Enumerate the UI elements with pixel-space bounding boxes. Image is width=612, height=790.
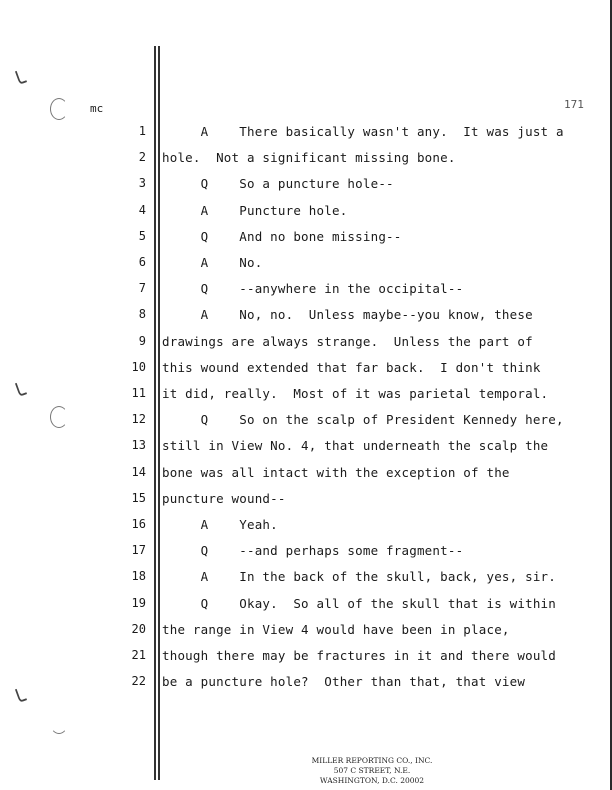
line-number: 5 xyxy=(138,229,146,243)
line-number: 4 xyxy=(138,203,146,217)
transcript-line: hole. Not a significant missing bone. xyxy=(162,150,456,165)
reporter-initials: mc xyxy=(90,102,104,115)
footer-company: MILLER REPORTING CO., INC. xyxy=(311,756,433,765)
transcript-line: it did, really. Most of it was parietal temporal. xyxy=(162,386,549,401)
punch-hole-icon xyxy=(50,712,68,734)
line-number: 17 xyxy=(131,543,146,557)
binding-mark-icon: ╰ xyxy=(10,688,32,717)
line-number: 12 xyxy=(131,412,146,426)
line-number: 22 xyxy=(131,674,146,688)
transcript-line: this wound extended that far back. I don't think xyxy=(162,360,541,375)
transcript-line: Q --anywhere in the occipital-- xyxy=(162,281,464,296)
line-number: 6 xyxy=(138,255,146,269)
transcript-line: still in View No. 4, that underneath the scalp the xyxy=(162,438,549,453)
line-number: 7 xyxy=(138,281,146,295)
transcript-line: drawings are always strange. Unless the part of xyxy=(162,334,533,349)
transcript-line: be a puncture hole? Other than that, that view xyxy=(162,674,526,689)
page-number: 171 xyxy=(564,98,584,111)
punch-hole-icon xyxy=(50,98,68,120)
transcript-line: A There basically wasn't any. It was just a xyxy=(162,124,564,139)
line-number: 14 xyxy=(131,465,146,479)
punch-hole-icon xyxy=(50,406,68,428)
transcript-line: A No. xyxy=(162,255,263,270)
footer-street: 507 C STREET, N.E. xyxy=(333,766,411,775)
transcript-line: Q So on the scalp of President Kennedy here, xyxy=(162,412,564,427)
transcript-line: Q Okay. So all of the skull that is within xyxy=(162,596,557,611)
margin-rule-left xyxy=(154,46,156,780)
line-number: 3 xyxy=(138,176,146,190)
margin-rule-right xyxy=(158,46,160,780)
transcript-line: A Yeah. xyxy=(162,517,278,532)
line-number: 21 xyxy=(131,648,146,662)
line-number: 13 xyxy=(131,438,146,452)
transcript-line: Q So a puncture hole-- xyxy=(162,176,394,191)
line-number: 18 xyxy=(131,569,146,583)
reporter-footer xyxy=(286,756,458,786)
transcript-line: bone was all intact with the exception of the xyxy=(162,465,510,480)
transcript-line: Q --and perhaps some fragment-- xyxy=(162,543,464,558)
transcript-line: puncture wound-- xyxy=(162,491,286,506)
footer-city: WASHINGTON, D.C. 20002 xyxy=(319,776,425,785)
line-number: 19 xyxy=(131,596,146,610)
transcript-line: Q And no bone missing-- xyxy=(162,229,402,244)
line-number: 16 xyxy=(131,517,146,531)
transcript-line: the range in View 4 would have been in place, xyxy=(162,622,510,637)
line-number: 10 xyxy=(131,360,146,374)
line-number: 1 xyxy=(138,124,146,138)
line-number: 9 xyxy=(138,334,146,348)
line-number: 8 xyxy=(138,307,146,321)
transcript-line: A In the back of the skull, back, yes, sir. xyxy=(162,569,557,584)
binding-mark-icon: ╰ xyxy=(10,70,32,99)
transcript-line: though there may be fractures in it and there would xyxy=(162,648,557,663)
line-number: 15 xyxy=(131,491,146,505)
transcript-line: A Puncture hole. xyxy=(162,203,348,218)
transcript-line: A No, no. Unless maybe--you know, these xyxy=(162,307,533,322)
line-number: 11 xyxy=(131,386,146,400)
binding-mark-icon: ╰ xyxy=(10,382,32,411)
line-number: 20 xyxy=(131,622,146,636)
line-number: 2 xyxy=(138,150,146,164)
